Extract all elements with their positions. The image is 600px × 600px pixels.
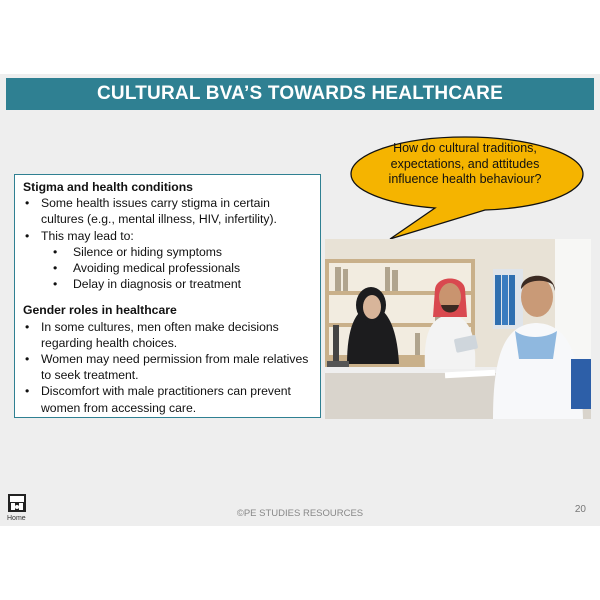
- list-item: • Women may need permission from male relatives to seek treatment.: [23, 351, 314, 383]
- content-box: [14, 174, 321, 418]
- list-item: [23, 228, 314, 244]
- consultation-photo: [325, 239, 591, 419]
- section-heading-gender: Gender roles in healthcare: [23, 303, 177, 318]
- list-item: • Some health issues carry stigma in certain cultures (e.g., mental illness, HIV, infertility).: [23, 195, 314, 227]
- footer-credit: ©PE STUDIES RESOURCES: [236, 508, 364, 519]
- list-item: • Discomfort with male practitioners can prevent women from accessing care.: [23, 383, 314, 415]
- bubble-question: How do cultural traditions, expectations, and attitudes influence health behaviour?: [388, 141, 542, 186]
- stigma-list: [23, 195, 314, 244]
- slide: [0, 74, 600, 526]
- sub-list-item: • Avoiding medical professionals: [23, 260, 314, 276]
- title-bar: [6, 78, 594, 110]
- slide-title: CULTURAL BVA’S TOWARDS HEALTHCARE: [97, 83, 503, 104]
- consequence-list: [23, 244, 314, 293]
- section-heading-stigma: Stigma and health conditions: [23, 180, 193, 194]
- gender-list: [23, 319, 314, 416]
- list-item-text: This may lead to:: [41, 228, 134, 243]
- speech-bubble: [345, 134, 585, 244]
- home-label: Home: [7, 515, 26, 522]
- page-number: 20: [574, 504, 586, 515]
- sub-list-item: • Delay in diagnosis or treatment: [23, 276, 314, 292]
- list-item: • In some cultures, men often make decisions regarding health choices.: [23, 319, 314, 351]
- sub-list-item: • Silence or hiding symptoms: [23, 244, 314, 260]
